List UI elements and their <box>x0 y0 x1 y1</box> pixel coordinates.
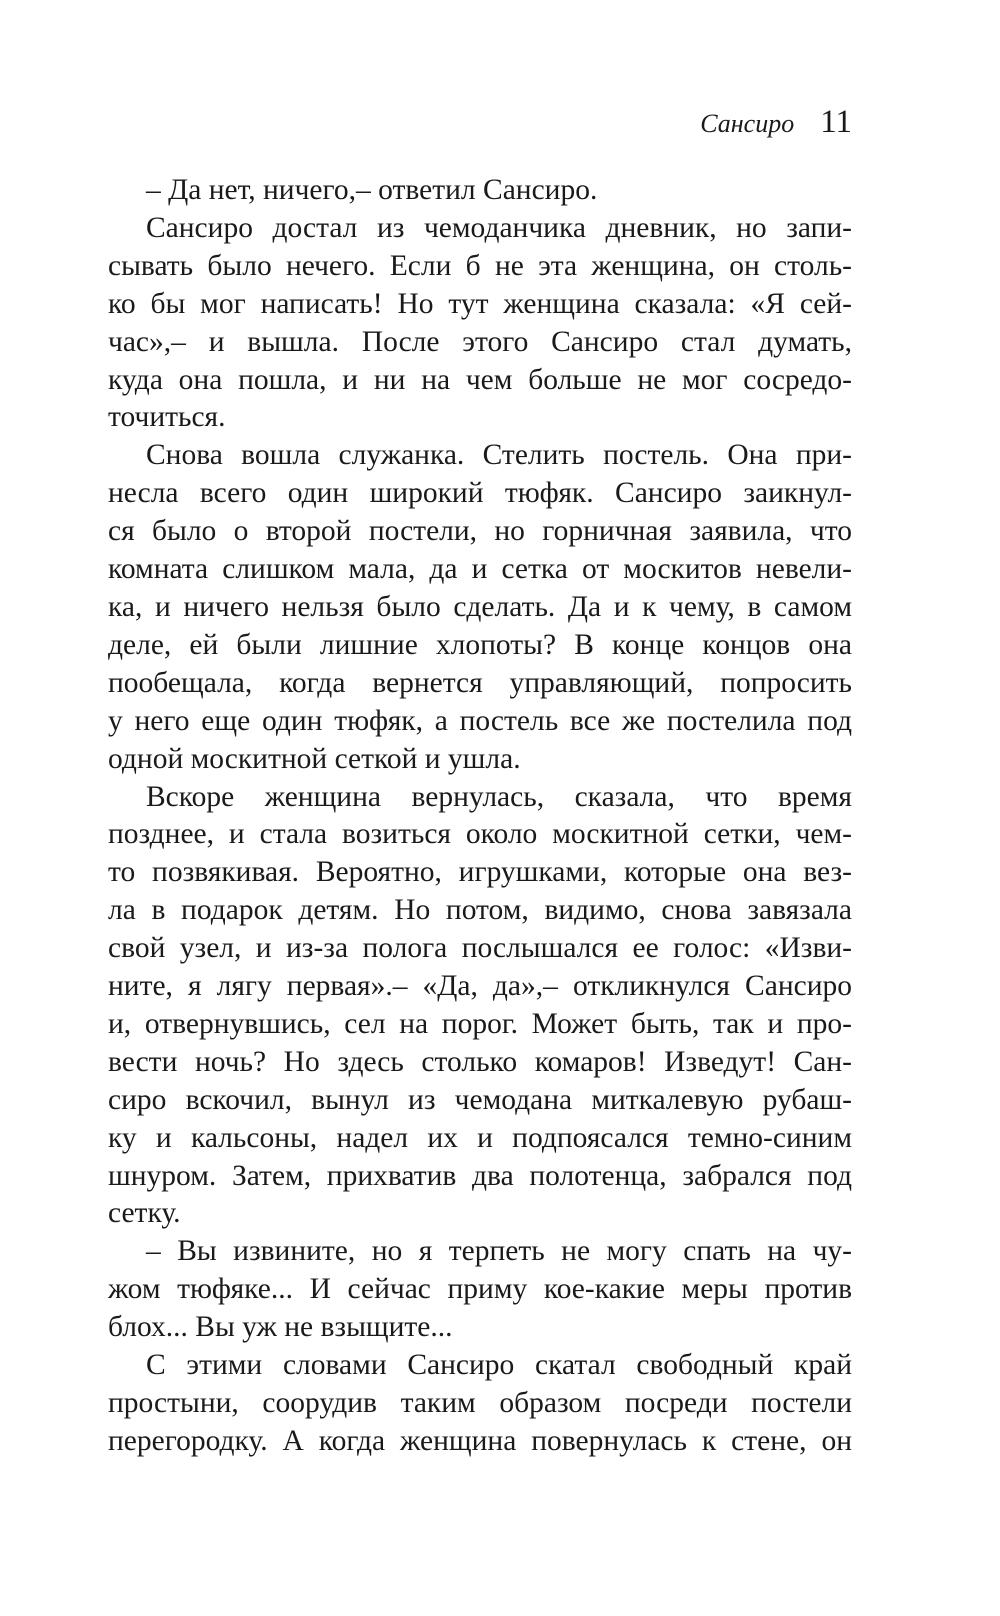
text-line: куда она пошла, и ни на чем больше не мог сосредо- <box>108 363 852 396</box>
text-line: перегородку. А когда женщина повернулась к стене, он <box>108 1424 852 1457</box>
text-line: жом тюфяке... И сейчас приму кое-какие меры против <box>108 1273 852 1306</box>
paragraph <box>108 210 852 437</box>
text-line: час»,– и вышла. После этого Сансиро стал думать, <box>108 325 852 358</box>
text-line: одной москитной сеткой и ушла. <box>108 742 521 775</box>
text-line: вести ночь? Но здесь столько комаров! Изведут! Сан- <box>108 1045 852 1078</box>
text-line: сывать было нечего. Если б не эта женщина, он столь- <box>108 249 852 282</box>
text-line: С этими словами Сансиро скатал свободный край <box>146 1349 852 1382</box>
text-line: ните, я лягу первая».– «Да, да»,– откликнулся Сансиро <box>108 970 852 1003</box>
text-line: блох... Вы уж не взыщите... <box>108 1311 453 1344</box>
text-line: – Вы извините, но я терпеть не могу спать на чу- <box>146 1235 852 1268</box>
running-head <box>700 104 852 141</box>
text-line: деле, ей были лишние хлопоты? В конце концов она <box>108 628 852 661</box>
text-line: ку и кальсоны, надел их и подпоясался темно-синим <box>108 1121 852 1154</box>
paragraph <box>108 1347 852 1461</box>
text-line: Вскоре женщина вернулась, сказала, что время <box>146 780 852 813</box>
text-line: ся было о второй постели, но горничная заявила, что <box>108 515 852 548</box>
running-title: Сансиро <box>700 109 795 138</box>
body-text <box>108 172 852 1461</box>
text-line: простыни, соорудив таким образом посреди постели <box>108 1387 852 1419</box>
text-line: и, отвернувшись, сел на порог. Может быть, так и про- <box>108 1007 852 1040</box>
text-line: позднее, и стала возиться около москитной сетки, чем- <box>108 818 852 851</box>
text-line: Сансиро достал из чемоданчика дневник, но запи- <box>146 211 852 244</box>
paragraph <box>108 1233 852 1347</box>
text-line: ко бы мог написать! Но тут женщина сказала: «Я сей- <box>108 287 852 320</box>
text-line: у него еще один тюфяк, а постель все же постелила под <box>108 704 852 737</box>
text-line: ла в подарок детям. Но потом, видимо, снова завязала <box>108 894 852 927</box>
text-line: то позвякивая. Вероятно, игрушками, которые она вез- <box>108 856 852 889</box>
text-line: свой узел, и из-за полога послышался ее голос: «Изви- <box>108 932 852 965</box>
text-line: сиро вскочил, вынул из чемодана миткалевую рубаш- <box>108 1083 852 1116</box>
paragraph <box>108 437 852 778</box>
text-line: ка, и ничего нельзя было сделать. Да и к чему, в самом <box>108 590 852 623</box>
text-line: комната слишком мала, да и сетка от москитов невели- <box>108 553 852 586</box>
page-number: 11 <box>820 104 852 140</box>
text-line: – Да нет, ничего,– ответил Сансиро. <box>146 174 598 206</box>
text-line: несла всего один широкий тюфяк. Сансиро заикнул- <box>108 477 852 510</box>
text-line: Снова вошла служанка. Стелить постель. Она при- <box>146 439 852 472</box>
text-line: шнуром. Затем, прихватив два полотенца, забрался под <box>108 1159 852 1192</box>
text-line: точиться. <box>108 401 226 434</box>
paragraph <box>108 172 852 210</box>
paragraph <box>108 779 852 1234</box>
text-line: пообещала, когда вернется управляющий, попросить <box>108 666 852 699</box>
text-line: сетку. <box>108 1197 181 1230</box>
